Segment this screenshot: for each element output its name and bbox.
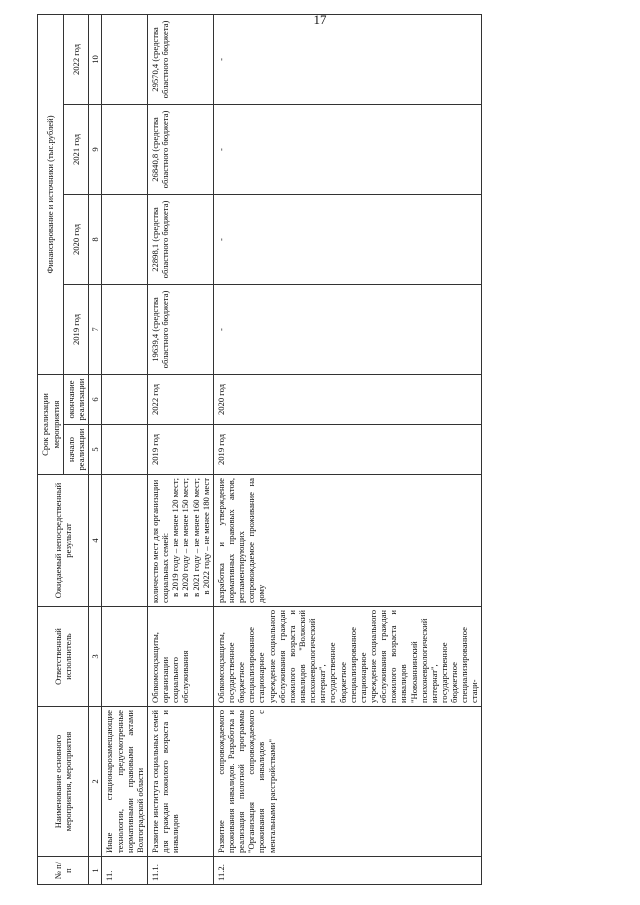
index-cell: 6: [89, 375, 102, 425]
index-cell: 7: [89, 285, 102, 375]
row-fin-2022: 29570,4 (средства областного бюджета): [147, 14, 213, 104]
result-line: в 2022 году – не менее 180 мест: [200, 478, 211, 595]
program-measures-table: [37, 14, 482, 885]
header-period: Срок реализации мероприятия: [38, 375, 64, 475]
row-end: [102, 375, 148, 425]
index-cell: 4: [89, 475, 102, 607]
row-end: 2020 год: [213, 375, 482, 425]
table-row: [213, 14, 482, 884]
header-financing: Финансирование и источники (тыс.рублей): [38, 14, 64, 374]
row-start: 2019 год: [147, 425, 213, 475]
index-cell: 3: [89, 607, 102, 707]
row-executor: Облкомсоцзащиты, государственное бюджетное специализированное стационарное учреждение социального обслуживания граждан пожилого возраста и инвалидов "Волжский психоневрологический интернат", государственное бюджетное специализированное стационарное учреждение социального обслуживания граждан пожилого возраста и инвалидов "Новоаннинский психоневрологический интернат", государственное бюджетное специализированное стаци-: [213, 607, 482, 707]
row-fin-2020: [102, 195, 148, 285]
row-fin-2022: [102, 14, 148, 104]
row-fin-2021: [102, 105, 148, 195]
page-number: 17: [313, 12, 327, 27]
row-num: 11.1.: [147, 857, 213, 885]
row-name: Развитие сопровождаемого проживания инвалидов. Разработка и реализация пилотной программы "Организация сопровождаемого проживания инвалидов с ментальными расстройствами": [213, 707, 482, 857]
header-2020: 2020 год: [64, 195, 89, 285]
rotated-table-frame: [37, 15, 607, 885]
row-fin-2019: [102, 285, 148, 375]
header-2022: 2022 год: [64, 14, 89, 104]
row-start: [102, 425, 148, 475]
row-executor: [102, 607, 148, 707]
index-cell: 8: [89, 195, 102, 285]
row-fin-2022: -: [213, 14, 482, 104]
header-result: Ожидаемый непосредственный результат: [38, 475, 89, 607]
row-fin-2020: -: [213, 195, 482, 285]
result-line: количество мест для организации социальных семей:: [149, 479, 171, 603]
index-cell: 5: [89, 425, 102, 475]
header-name: Наименование основного мероприятия, мероприятия: [38, 707, 89, 857]
index-cell: 10: [89, 14, 102, 104]
table-row: [102, 14, 148, 884]
header-start: начало реализации: [64, 425, 89, 475]
result-line: в 2020 году – не менее 150 мест;: [180, 478, 191, 597]
header-end: окончание реализации: [64, 375, 89, 425]
index-cell: 9: [89, 105, 102, 195]
index-cell: 2: [89, 707, 102, 857]
row-fin-2020: 22898,1 (средства областного бюджета): [147, 195, 213, 285]
row-result: [147, 475, 213, 607]
header-2019: 2019 год: [64, 285, 89, 375]
row-fin-2019: -: [213, 285, 482, 375]
row-result: разработка и утверждение нормативных правовых актов, регламентирующих сопровождаемое проживание на дому: [213, 475, 482, 607]
row-name: Развитие института социальных семей для граждан пожилого возраста и инвалидов: [147, 707, 213, 857]
row-fin-2019: 19639,4 (средства областного бюджета): [147, 285, 213, 375]
table-row: [147, 14, 213, 884]
index-cell: 1: [89, 857, 102, 885]
row-result: [102, 475, 148, 607]
row-num: 11.2.: [213, 857, 482, 885]
row-executor: Облкомсоцзащиты, организации социального обслуживания: [147, 607, 213, 707]
row-fin-2021: 26840,8 (средства областного бюджета): [147, 105, 213, 195]
row-num: 11.: [102, 857, 148, 885]
row-start: 2019 год: [213, 425, 482, 475]
column-index-row: [89, 14, 102, 884]
row-fin-2021: -: [213, 105, 482, 195]
header-2021: 2021 год: [64, 105, 89, 195]
header-num: № п/п: [38, 857, 89, 885]
row-end: 2022 год: [147, 375, 213, 425]
result-line: в 2021 году – не менее 160 мест;: [190, 478, 201, 597]
header-executor: Ответственный исполнитель: [38, 607, 89, 707]
row-name: Иные стационарозамещающие технологии, предусмотренные нормативными правовыми актами Волгоградской области: [102, 707, 148, 857]
result-line: в 2019 году – не менее 120 мест;: [170, 478, 181, 597]
